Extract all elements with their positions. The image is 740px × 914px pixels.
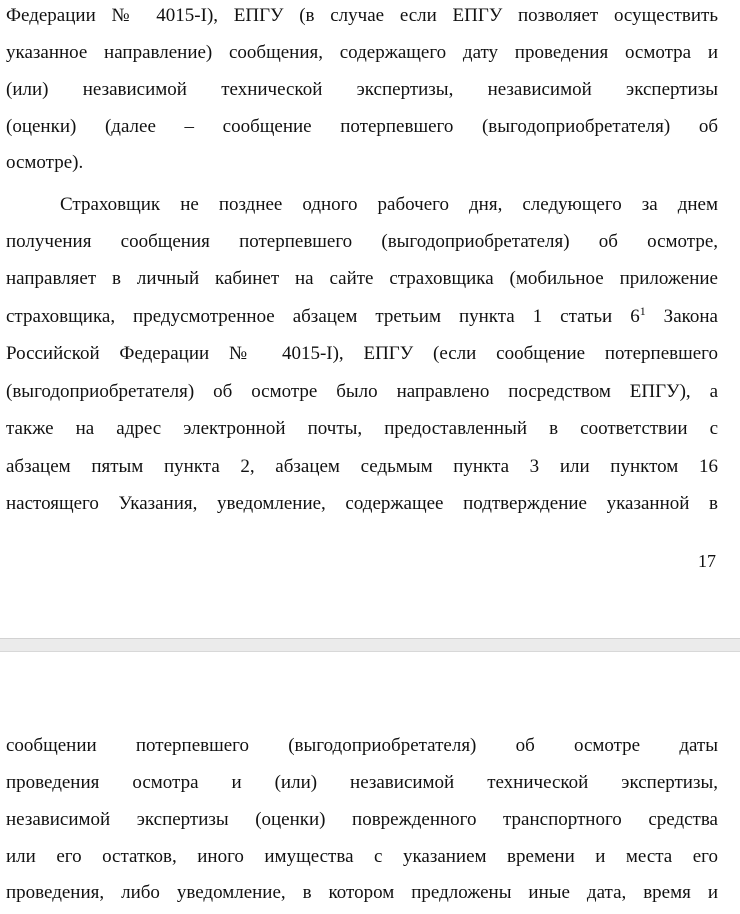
text-line: настоящего Указания, уведомление, содержащее подтверждение указанной в xyxy=(6,493,718,514)
text-line: также на адрес электронной почты, предоставленный в соответствии с xyxy=(6,418,718,439)
text-line: независимой экспертизы (оценки) поврежденного транспортного средства xyxy=(6,809,718,830)
text-line: Федерации № 4015-I), ЕПГУ (в случае если ЕПГУ позволяет осуществить xyxy=(6,5,718,26)
text-line: осмотре). xyxy=(6,152,84,173)
document-page-18 xyxy=(0,652,740,914)
text-line: указанное направление) сообщения, содержащего дату проведения осмотра и xyxy=(6,42,718,63)
text-line: (выгодоприобретателя) об осмотре было направлено посредством ЕПГУ), а xyxy=(6,381,718,402)
text-line: Российской Федерации № 4015-I), ЕПГУ (если сообщение потерпевшего xyxy=(6,343,718,364)
text-line: сообщении потерпевшего (выгодоприобретателя) об осмотре даты xyxy=(6,735,718,756)
superscript-marker: 1 xyxy=(639,304,646,318)
text-line: (или) независимой технической экспертизы, независимой экспертизы xyxy=(6,79,718,100)
page-number: 17 xyxy=(698,551,716,571)
text-line: получения сообщения потерпевшего (выгодоприобретателя) об осмотре, xyxy=(6,231,718,252)
page-separator xyxy=(0,638,740,652)
text-line: абзацем пятым пункта 2, абзацем седьмым пункта 3 или пунктом 16 xyxy=(6,456,718,477)
text-line: или его остатков, иного имущества с указанием времени и места его xyxy=(6,846,718,867)
text-segment: Закона xyxy=(645,306,718,327)
text-segment: страховщика, предусмотренное абзацем третьим пункта 1 статьи 6 xyxy=(6,306,640,327)
text-line: Страховщик не позднее одного рабочего дня, следующего за днем xyxy=(60,194,718,215)
text-line: (оценки) (далее – сообщение потерпевшего (выгодоприобретателя) об xyxy=(6,116,718,137)
text-line: проведения осмотра и (или) независимой технической экспертизы, xyxy=(6,772,718,793)
text-line: проведения, либо уведомление, в котором предложены иные дата, время и xyxy=(6,882,718,903)
text-line: направляет в личный кабинет на сайте страховщика (мобильное приложение xyxy=(6,268,718,289)
text-line-with-superscript xyxy=(0,305,740,329)
